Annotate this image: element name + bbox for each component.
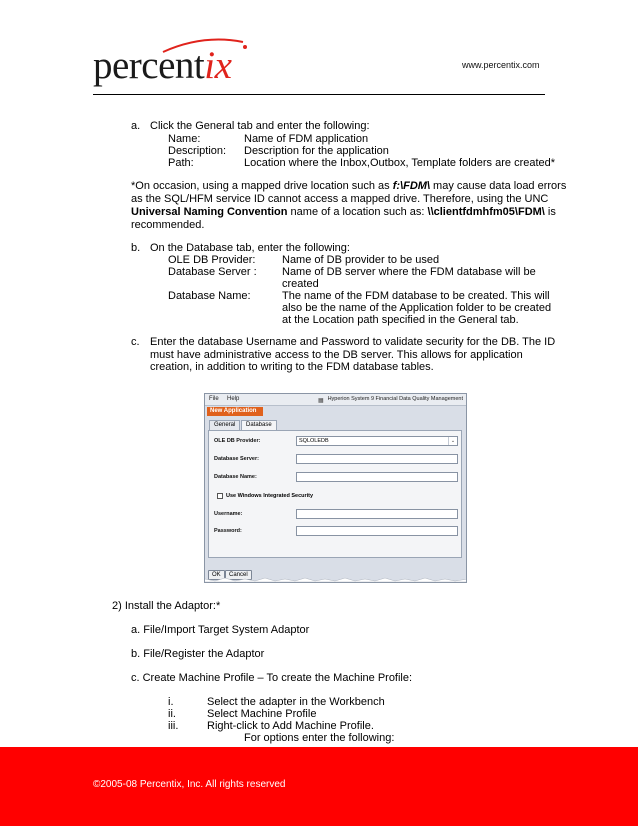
step-a-marker: a.	[131, 120, 141, 132]
header-divider	[93, 94, 545, 95]
database-server-label: Database Server:	[214, 456, 259, 462]
ole-db-provider-select[interactable]	[296, 436, 458, 446]
tab-database[interactable]: Database	[241, 420, 277, 430]
ole-db-provider-label: OLE DB Provider:	[214, 438, 261, 444]
field-description-label: Description:	[168, 145, 227, 157]
step-c-line-1: Enter the database Username and Password to validate security for the DB. The ID	[150, 336, 556, 348]
field-ole-desc: Name of DB provider to be used	[282, 254, 440, 266]
sub-iii-num: iii.	[168, 720, 179, 732]
field-server-label: Database Server :	[168, 266, 257, 278]
step-a-intro: Click the General tab and enter the following:	[150, 120, 370, 132]
screenshot-menubar	[205, 394, 466, 406]
field-path-desc: Location where the Inbox,Outbox, Template folders are created*	[244, 157, 556, 169]
cancel-button[interactable]: Cancel	[225, 570, 252, 580]
windows-security-checkbox[interactable]	[217, 493, 223, 499]
database-server-input[interactable]	[296, 454, 458, 464]
percentix-logo	[93, 32, 293, 94]
note-line-4: recommended.	[131, 219, 205, 231]
step-c-marker: c.	[131, 336, 140, 348]
field-description-desc: Description for the application	[244, 145, 389, 157]
field-server-desc-1: Name of DB server where the FDM database will be	[282, 266, 536, 278]
copyright: ©2005-08 Percentix, Inc. All rights reserved	[93, 779, 286, 790]
step-b-marker: b.	[131, 242, 141, 254]
torn-edge	[205, 577, 467, 582]
tab-general[interactable]: General	[209, 420, 240, 430]
step-b-intro: On the Database tab, enter the following:	[150, 242, 350, 254]
field-name-desc: Name of FDM application	[244, 133, 369, 145]
website-url[interactable]: www.percentix.com	[462, 60, 540, 70]
windows-security-label: Use Windows Integrated Security	[226, 493, 314, 499]
sub-ii-num: ii.	[168, 708, 176, 720]
step-2-b: b. File/Register the Adaptor	[131, 648, 265, 660]
field-name-label: Name:	[168, 133, 201, 145]
field-path-label: Path:	[168, 157, 194, 169]
step-2-c: c. Create Machine Profile – To create the Machine Profile:	[131, 672, 413, 684]
step-2-title: 2) Install the Adaptor:*	[112, 600, 221, 612]
database-tab-panel	[208, 430, 462, 558]
step-c-line-2: must have administrative access to the DB server. This allows for application	[150, 349, 523, 361]
username-input[interactable]	[296, 509, 458, 519]
sub-i-text: Select the adapter in the Workbench	[207, 696, 385, 708]
note-line-1: *On occasion, using a mapped drive location such as f:\FDM\ may cause data load errors	[131, 180, 567, 192]
note-line-2: as the SQL/HFM service ID cannot access a mapped drive. Therefore, using the UNC	[131, 193, 549, 205]
ole-db-provider-value: SQLOLEDB	[299, 438, 329, 444]
field-dbname-desc-2: also be the name of the Application folder to be created	[282, 302, 552, 314]
logo-wordmark: percentix	[93, 44, 232, 87]
sub-iii-text: Right-click to Add Machine Profile.	[207, 720, 374, 732]
new-application-title: New Application	[207, 407, 263, 416]
field-ole-label: OLE DB Provider:	[168, 254, 256, 266]
password-label: Password:	[214, 528, 242, 534]
note-line-3: Universal Naming Convention name of a location such as: \\clientfdmhfm05\FDM\ is	[131, 206, 556, 218]
database-name-label: Database Name:	[214, 474, 257, 480]
field-dbname-desc-3: at the Location path specified in the General tab.	[282, 314, 519, 326]
footer-band	[0, 747, 638, 826]
sub-i-num: i.	[168, 696, 174, 708]
ok-button[interactable]: OK	[208, 570, 225, 580]
sub-ii-text: Select Machine Profile	[207, 708, 317, 720]
app-title: Hyperion System 9 Financial Data Quality Management	[327, 396, 463, 402]
menu-help[interactable]: Help	[227, 396, 240, 402]
step-2-a: a. File/Import Target System Adaptor	[131, 624, 310, 636]
grid-icon: ▦	[318, 398, 324, 404]
field-dbname-label: Database Name:	[168, 290, 251, 302]
menu-file[interactable]: File	[209, 396, 219, 402]
field-server-desc-2: created	[282, 278, 319, 290]
database-name-input[interactable]	[296, 472, 458, 482]
new-application-screenshot	[204, 393, 467, 583]
options-line: For options enter the following:	[244, 732, 395, 744]
username-label: Username:	[214, 511, 243, 517]
field-dbname-desc-1: The name of the FDM database to be created. This will	[282, 290, 550, 302]
chevron-down-icon[interactable]: ⌄	[448, 437, 457, 445]
password-input[interactable]	[296, 526, 458, 536]
step-c-line-3: creation, in addition to writing to the FDM database tables.	[150, 361, 434, 373]
